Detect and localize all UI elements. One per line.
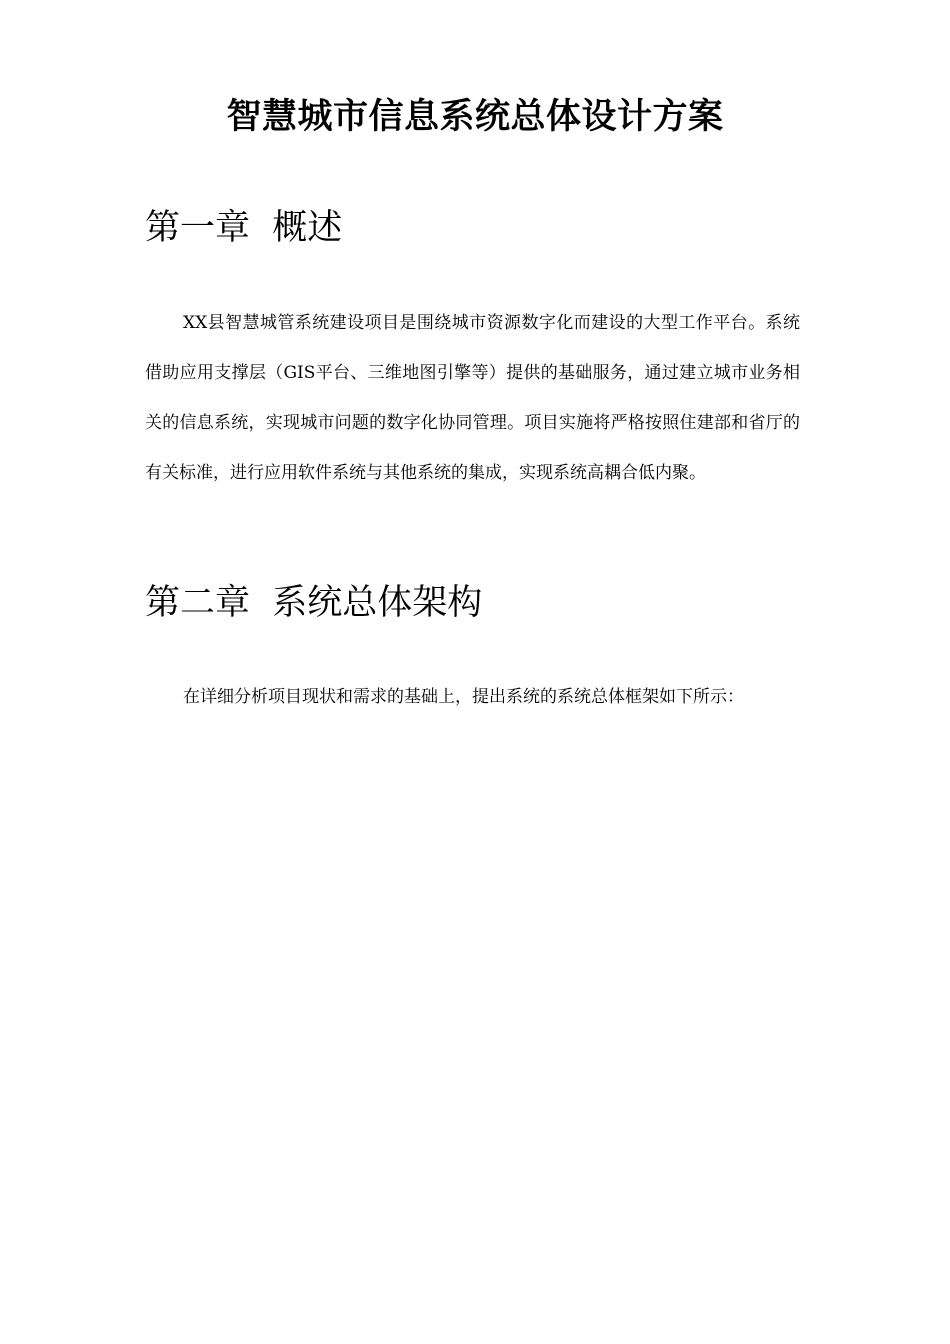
chapter-1-heading: 第一章 概述 <box>145 208 343 248</box>
chapter-2-heading: 第二章 系统总体架构 <box>145 583 483 623</box>
chapter-2-paragraph: 在详细分析项目现状和需求的基础上，提出系统的系统总体框架如下所示： <box>183 687 744 707</box>
document-title: 智慧城市信息系统总体设计方案 <box>226 97 724 137</box>
chapter-1-paragraph: XX县智慧城管系统建设项目是围绕城市资源数字化而建设的大型工作平台。系统借助应用支撑层（GIS平台、三维地图引擎等）提供的基础服务，通过建立城市业务相关的信息系统，实现城市问题的数字化协同管理。项目实施将严格按照住建部和省厅的有关标准，进行应用软件系统与其他系统的集成，实现系统高耦合低内聚。 <box>145 313 800 483</box>
